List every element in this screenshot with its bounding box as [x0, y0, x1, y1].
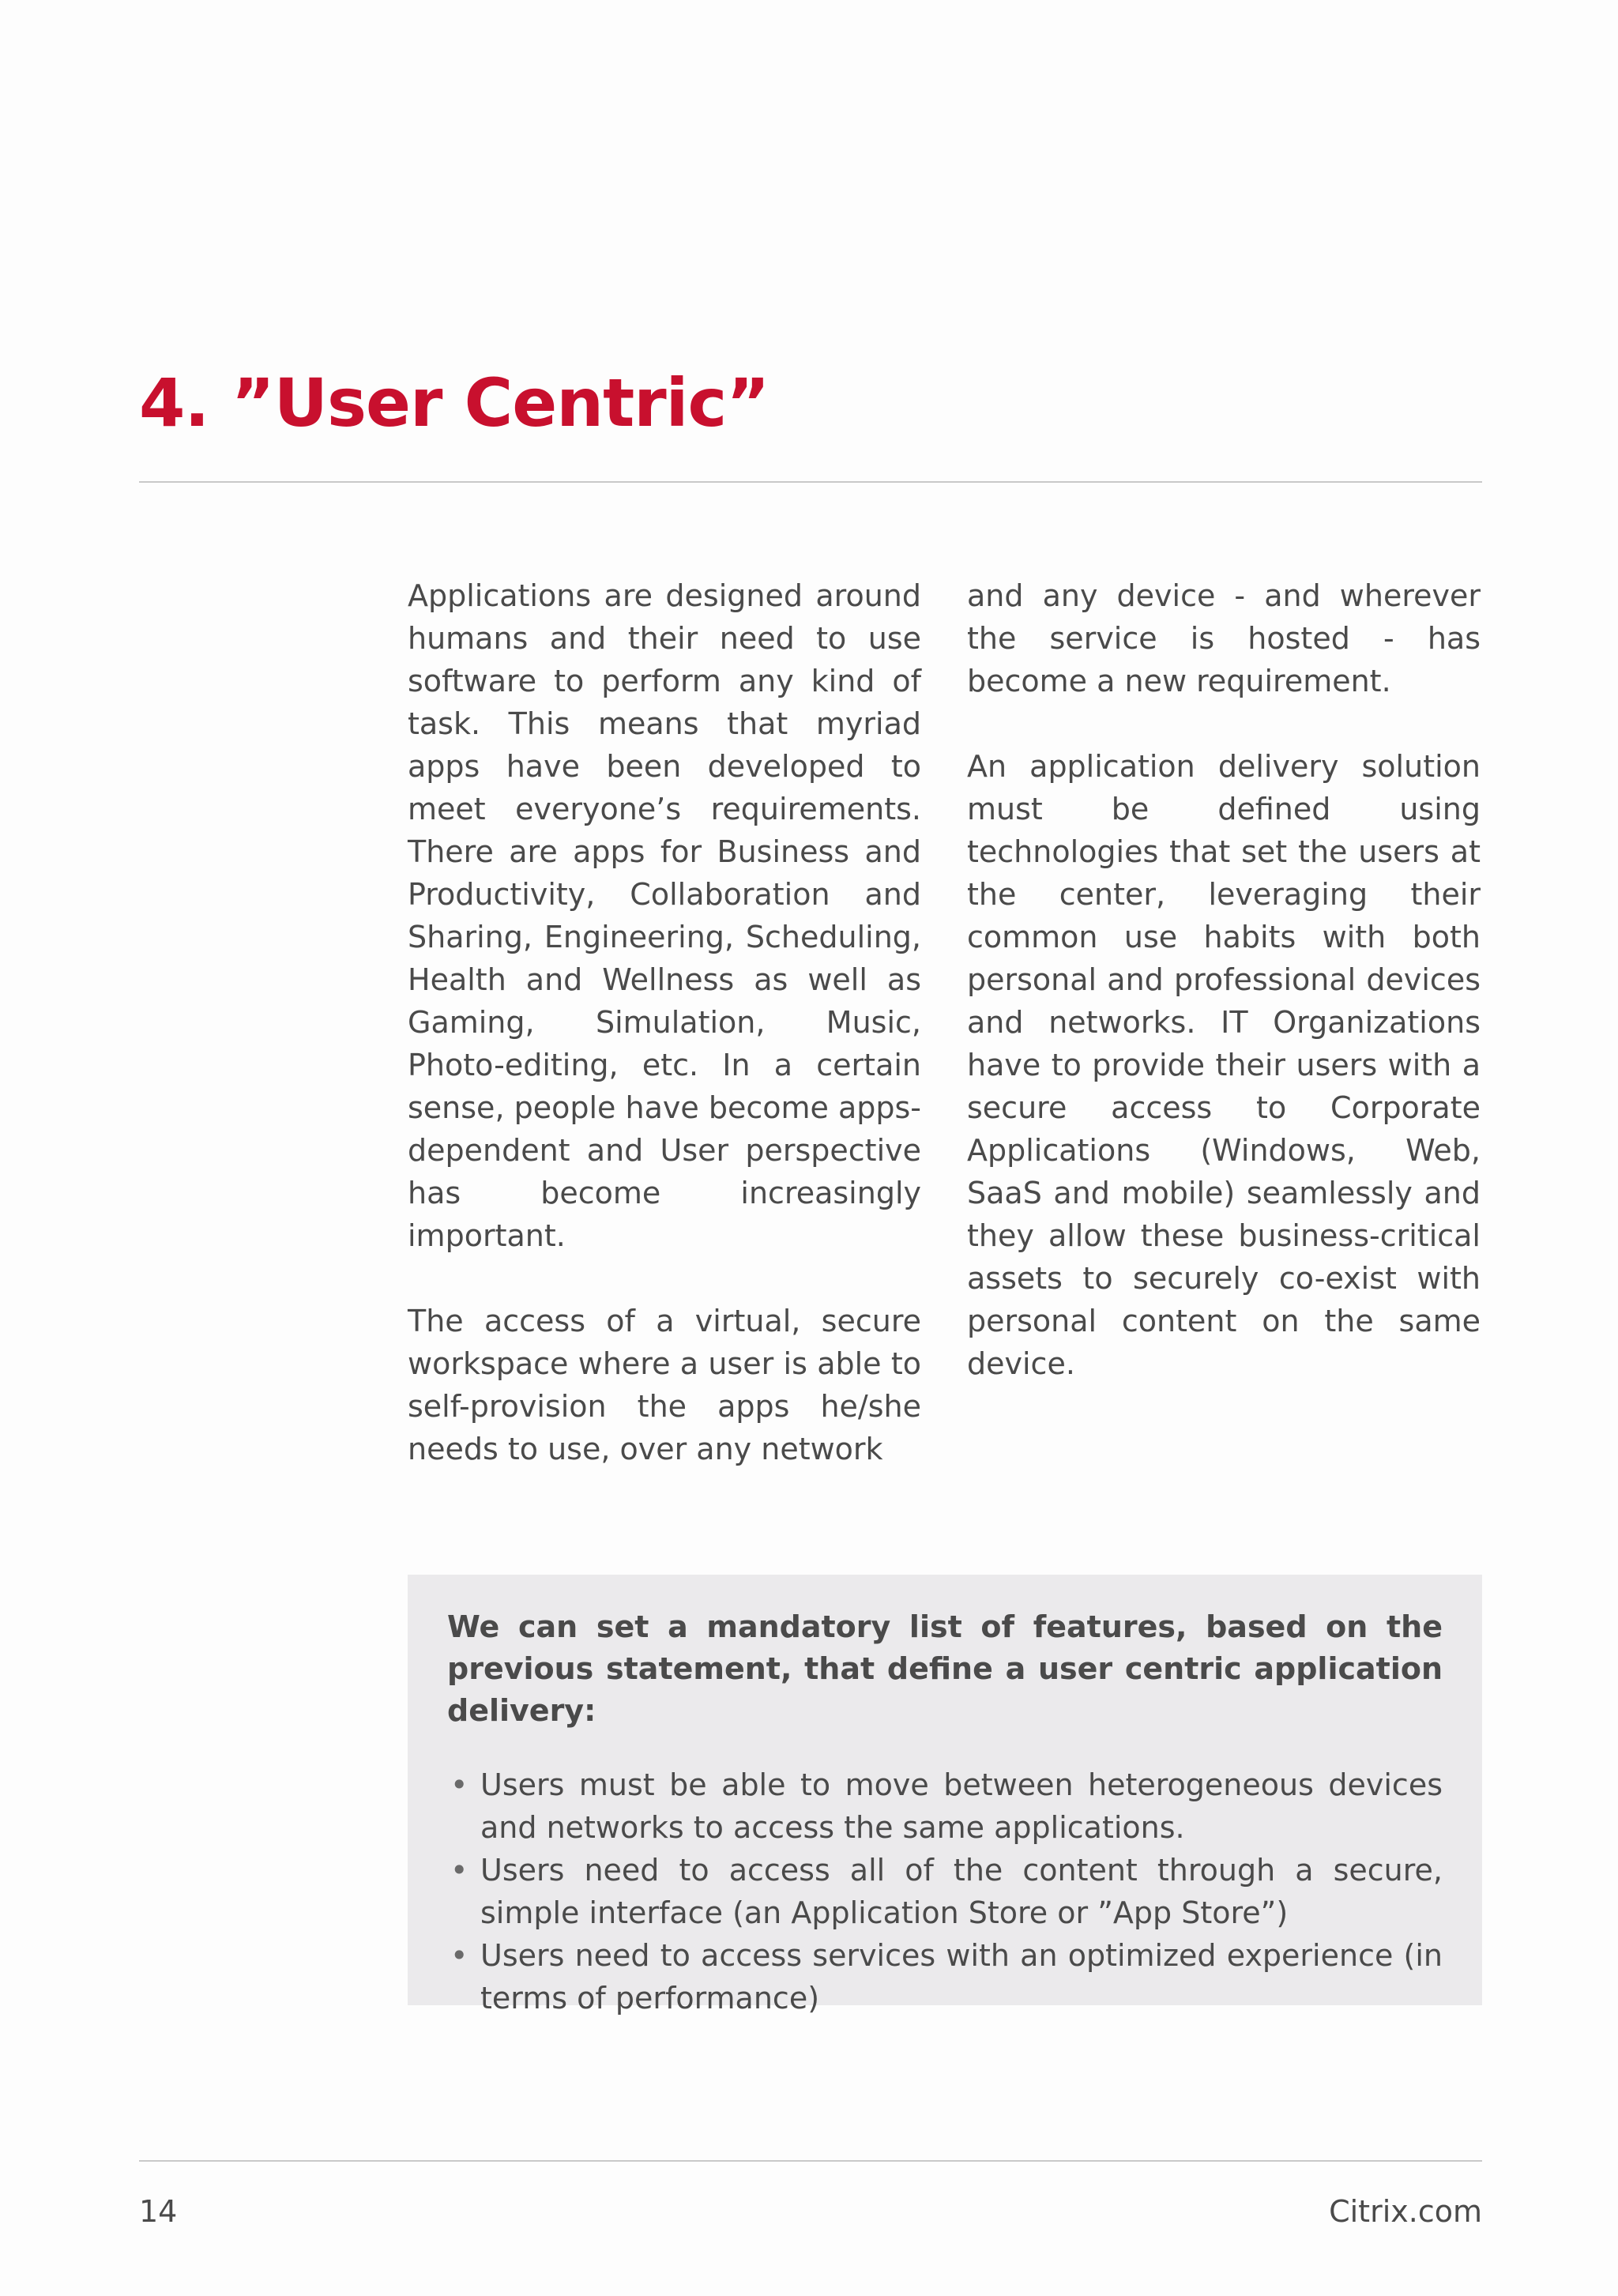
title-divider — [139, 481, 1482, 483]
body-paragraph: The access of a virtual, secure workspace where a user is able to self-provision the apps he/she needs to use, over any network — [408, 1304, 921, 1466]
footer-divider — [139, 2160, 1482, 2162]
bullet-icon: • — [450, 1853, 468, 1888]
bullet-icon: • — [450, 1938, 468, 1973]
feature-list-item — [447, 1849, 1443, 1934]
body-paragraph: An application delivery solution must be defined using technologies that set the users at the center, leveraging their common use habits with both personal and professional devices and networks. IT Organizations have to provide their users with a secure access to Corporate Applications (Windows, Web, SaaS and mobile) seamlessly and they allow these business-critical assets to securely co-exist with personal content on the same device. — [967, 749, 1481, 1381]
bullet-icon: • — [450, 1767, 468, 1802]
body-paragraph: and any device - and wherever the service is hosted - has become a new requirement. — [967, 578, 1481, 698]
feature-text: Users need to access all of the content through a secure, simple interface (an Application Store or ”App Store”) — [480, 1853, 1443, 1930]
body-column-left — [408, 574, 921, 1470]
callout-lead: We can set a mandatory list of features, based on the previous statement, that define a user centric application delivery: — [447, 1609, 1443, 1728]
page-title: 4. ”User Centric” — [139, 364, 769, 442]
footer-site-link[interactable]: Citrix.com — [1329, 2194, 1482, 2229]
feature-text: Users must be able to move between heterogeneous devices and networks to access the same applications. — [480, 1767, 1443, 1845]
feature-text: Users need to access services with an optimized experience (in terms of performance) — [480, 1938, 1443, 2016]
feature-list-item — [447, 1763, 1443, 1849]
feature-list — [447, 1763, 1443, 2019]
body-column-right — [967, 574, 1481, 1385]
page-number: 14 — [139, 2194, 178, 2229]
body-paragraph: Applications are designed around humans and their need to use software to perform any kind of task. This means that myriad apps have been developed to meet everyone’s requirements. There are apps for Business and Productivity, Collaboration and Sharing, Engineering, Scheduling, Health and Wellness as well as Gaming, Simulation, Music, Photo-editing, etc. In a certain sense, people have become apps-dependent and User perspective has become increasingly important. — [408, 578, 921, 1253]
feature-callout-box — [408, 1575, 1482, 2016]
feature-list-item — [447, 1934, 1443, 2019]
